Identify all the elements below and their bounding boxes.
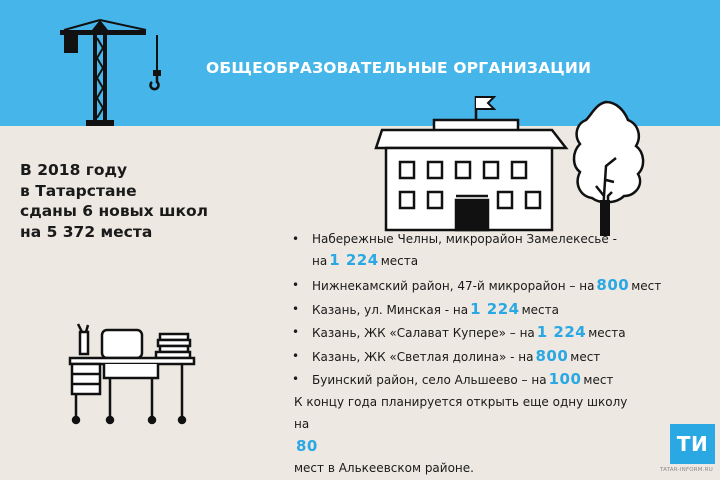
item-number: 800 — [535, 346, 569, 365]
item-prefix: на — [312, 254, 328, 268]
list-item — [286, 229, 661, 275]
lead-line: В 2018 году — [20, 161, 128, 179]
logo-url: TATAR-INFORM.RU — [660, 467, 713, 473]
page-title: ОБЩЕОБРАЗОВАТЕЛЬНЫЕ ОРГАНИЗАЦИИ — [206, 59, 592, 77]
lead-line: на 5 372 места — [20, 222, 153, 241]
item-prefix: Казань, ЖК «Светлая долина» - на — [312, 349, 534, 364]
item-text: Набережные Челны, микрорайон Замелекесье - — [312, 232, 617, 246]
crane-icon — [60, 14, 180, 128]
item-suffix: места — [380, 254, 419, 268]
item-prefix: Нижнекамский район, 47-й микрорайон – на — [312, 279, 595, 293]
note-number: 80 — [296, 437, 318, 455]
list-item — [286, 299, 661, 323]
list-item — [286, 346, 661, 370]
note-prefix: на — [294, 417, 310, 431]
tree-icon — [566, 96, 650, 238]
lead-summary — [20, 160, 208, 242]
lead-line: сданы 6 новых школ — [20, 202, 209, 220]
list-item — [286, 369, 661, 393]
item-prefix: Буинский район, село Альшеево – на — [312, 373, 547, 387]
school-building-icon — [372, 94, 570, 234]
item-line2 — [312, 250, 661, 272]
schools-list — [286, 229, 661, 393]
item-suffix: места — [588, 326, 626, 340]
item-number: 100 — [548, 370, 582, 388]
item-number: 800 — [596, 276, 630, 294]
item-prefix: Казань, ул. Минская - на — [312, 302, 469, 317]
list-item — [286, 275, 661, 299]
item-number: 1 224 — [536, 323, 587, 341]
item-number: 1 224 — [470, 299, 520, 318]
note-suffix: мест в Алькеевском районе. — [294, 461, 474, 475]
item-prefix: Казань, ЖК «Салават Купере» – на — [312, 326, 535, 340]
plan-note — [294, 391, 627, 479]
item-number: 1 224 — [329, 251, 379, 269]
item-suffix: мест — [570, 349, 601, 364]
lead-line: в Татарстане — [20, 181, 137, 200]
note-line — [294, 413, 627, 479]
item-suffix: мест — [583, 373, 614, 387]
list-item — [286, 322, 661, 346]
note-line: К концу года планируется открыть еще одну школу — [294, 395, 628, 409]
school-desk-icon — [64, 322, 198, 426]
item-suffix: места — [521, 302, 560, 317]
item-suffix: мест — [631, 279, 662, 293]
logo-mark: ТИ — [670, 424, 715, 464]
